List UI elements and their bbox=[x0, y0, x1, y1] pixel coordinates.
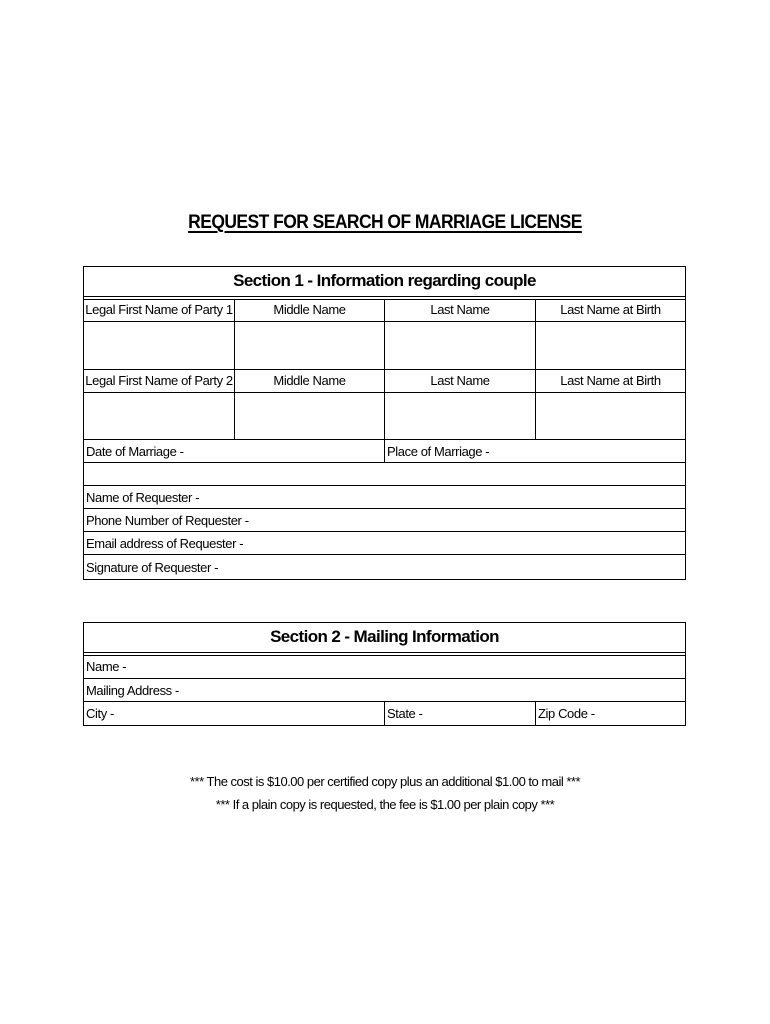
mailing-address-label: Mailing Address - bbox=[86, 683, 179, 698]
divider bbox=[83, 508, 686, 509]
email-of-requester-label: Email address of Requester - bbox=[86, 536, 244, 551]
date-of-marriage-label: Date of Marriage - bbox=[86, 444, 184, 459]
party-2-middle-name-label: Middle Name bbox=[273, 373, 346, 388]
party-1-last-name-birth-label: Last Name at Birth bbox=[560, 302, 661, 317]
party-2-last-name-birth-label: Last Name at Birth bbox=[560, 373, 661, 388]
marriage-details-field[interactable] bbox=[84, 463, 685, 485]
form-title: REQUEST FOR SEARCH OF MARRIAGE LICENSE bbox=[188, 212, 582, 233]
party-2-last-name-label: Last Name bbox=[430, 373, 490, 388]
party-2-last-name-birth-field[interactable] bbox=[536, 393, 685, 439]
divider bbox=[83, 655, 686, 656]
divider bbox=[384, 701, 385, 726]
party-1-middle-name-label: Middle Name bbox=[273, 302, 346, 317]
party-1-last-name-label: Last Name bbox=[430, 302, 490, 317]
signature-of-requester-label: Signature of Requester - bbox=[86, 560, 219, 575]
name-of-requester-label: Name of Requester - bbox=[86, 490, 200, 505]
party-1-last-name-field[interactable] bbox=[385, 322, 535, 369]
divider bbox=[83, 652, 686, 653]
party-2-first-name-field[interactable] bbox=[84, 393, 234, 439]
section-2-heading: Section 2 - Mailing Information bbox=[270, 627, 499, 646]
section-1-heading: Section 1 - Information regarding couple bbox=[233, 271, 536, 290]
mailing-name-label: Name - bbox=[86, 659, 127, 674]
divider bbox=[83, 485, 686, 486]
divider bbox=[535, 701, 536, 726]
state-label: State - bbox=[387, 706, 423, 721]
party-1-first-name-label: Legal First Name of Party 1 bbox=[85, 302, 233, 317]
divider bbox=[83, 554, 686, 555]
party-1-first-name-field[interactable] bbox=[84, 322, 234, 369]
divider bbox=[83, 296, 686, 297]
party-1-middle-name-field[interactable] bbox=[235, 322, 384, 369]
party-2-first-name-label: Legal First Name of Party 2 bbox=[85, 373, 233, 388]
plain-copy-note: *** If a plain copy is requested, the fee is $1.00 per plain copy *** bbox=[215, 797, 555, 812]
divider bbox=[83, 531, 686, 532]
city-label: City - bbox=[86, 706, 114, 721]
party-2-last-name-field[interactable] bbox=[385, 393, 535, 439]
divider bbox=[83, 678, 686, 679]
cost-note: *** The cost is $10.00 per certified copy plus an additional $1.00 to mail *** bbox=[189, 774, 581, 789]
party-2-middle-name-field[interactable] bbox=[235, 393, 384, 439]
place-of-marriage-label: Place of Marriage - bbox=[387, 444, 490, 459]
party-1-last-name-birth-field[interactable] bbox=[536, 322, 685, 369]
zip-code-label: Zip Code - bbox=[538, 706, 595, 721]
phone-of-requester-label: Phone Number of Requester - bbox=[86, 513, 249, 528]
